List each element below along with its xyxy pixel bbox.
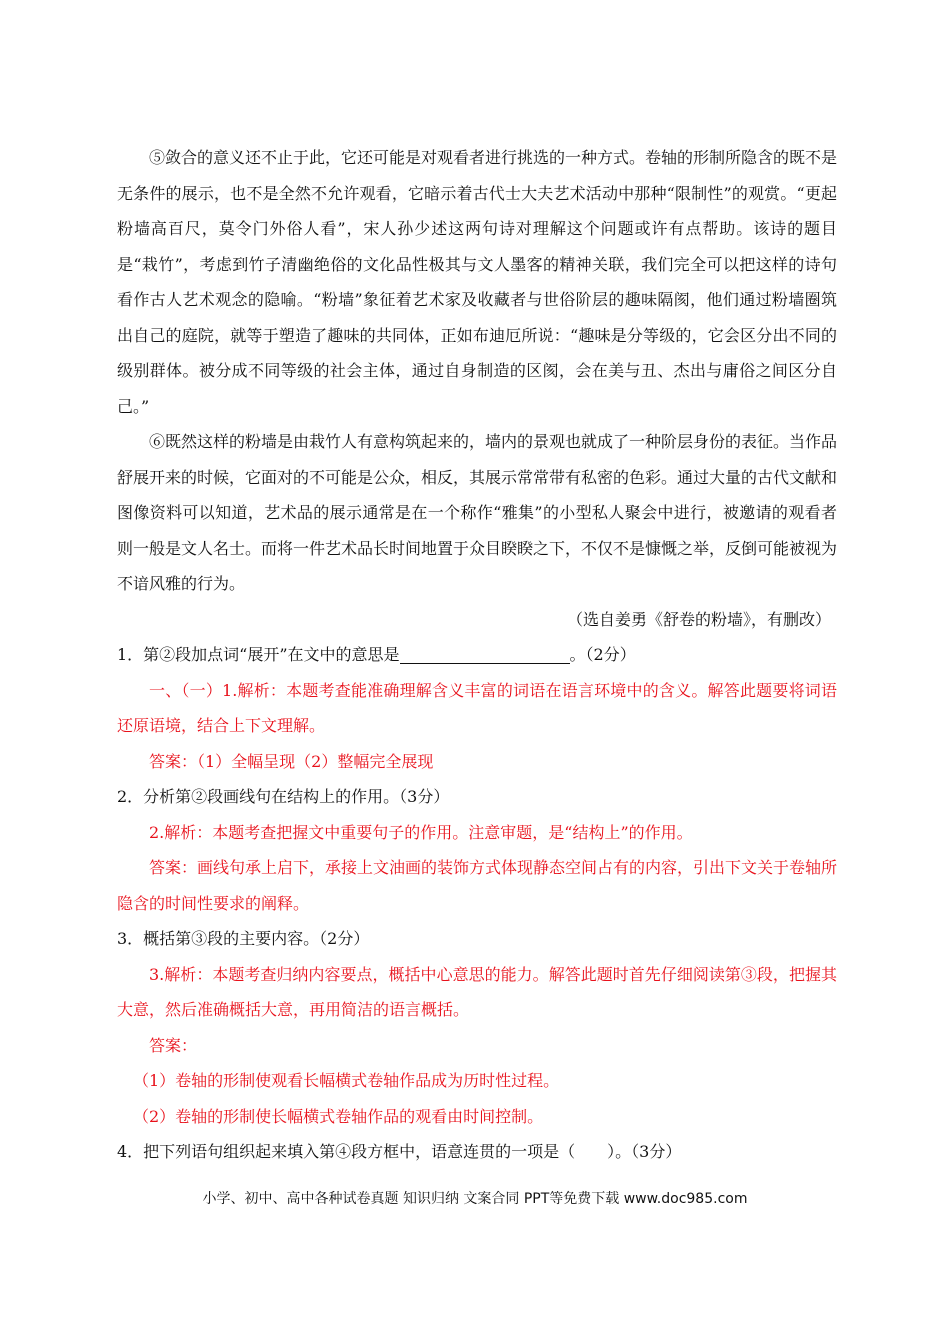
source-citation: （选自姜勇《舒卷的粉墙》，有删改） bbox=[566, 609, 831, 629]
question-3-analysis: 3.解析：本题考查归纳内容要点，概括中心意思的能力。解答此题时首先仔细阅读第③段，把握其大意，然后准确概括大意，再用简洁的语言概括。 bbox=[117, 964, 837, 1019]
question-3-answer-2: （2）卷轴的形制使长幅横式卷轴作品的观看由时间控制。 bbox=[133, 1106, 544, 1126]
question-2: 2．分析第②段画线句在结构上的作用。（3分） bbox=[117, 787, 450, 806]
paragraph-6: ⑥既然这样的粉墙是由栽竹人有意构筑起来的，墙内的景观也就成了一种阶层身份的表征。当作品舒展开来的时候，它面对的不可能是公众，相反，其展示常常带有私密的色彩。通过大量的古代文献和图像资料可以知道，艺术品的展示通常是在一个称作“雅集”的小型私人聚会中进行，被邀请的观看者则一般是文人名士。而将一件艺术品长时间地置于众目睽睽之下，不仅不是慷慨之举，反倒可能被视为不谙风雅的行为。 bbox=[117, 432, 838, 593]
question-1-suffix: 。（2分） bbox=[569, 645, 636, 664]
question-4: 4．把下列语句组织起来填入第④段方框中，语意连贯的一项是（ ）。（3分） bbox=[117, 1142, 682, 1161]
question-1-analysis: 一、（一）1.解析：本题考查能准确理解含义丰富的词语在语言环境中的含义。解答此题要将词语还原语境，结合上下文理解。 bbox=[117, 680, 837, 735]
answer-blank bbox=[400, 643, 570, 664]
question-1-prefix: 1．第②段加点词“展开”在文中的意思是 bbox=[117, 645, 400, 664]
document-content bbox=[117, 140, 837, 1170]
question-3-answer-1: （1）卷轴的形制使观看长幅横式卷轴作品成为历时性过程。 bbox=[133, 1071, 560, 1090]
question-1-answer: 答案：（1）全幅呈现（2）整幅完全展现 bbox=[149, 751, 434, 771]
question-3-answer-label: 答案： bbox=[149, 1035, 198, 1055]
question-3: 3．概括第③段的主要内容。（2分） bbox=[117, 929, 370, 948]
question-2-answer: 答案：画线句承上启下，承接上文油画的装饰方式体现静态空间占有的内容，引出下文关于卷轴所隐含的时间性要求的阐释。 bbox=[117, 858, 838, 913]
paragraph-5: ⑤敛合的意义还不止于此，它还可能是对观看者进行挑选的一种方式。卷轴的形制所隐含的既不是无条件的展示，也不是全然不允许观看，它暗示着古代士大夫艺术活动中那种“限制性”的观赏。“更起粉墙高百尺，莫令门外俗人看”，宋人孙少述这两句诗对理解这个问题或许有点帮助。该诗的题目是“栽竹”，考虑到竹子清幽绝俗的文化品性极其与文人墨客的精神关联，我们完全可以把这样的诗句看作古人艺术观念的隐喻。“粉墙”象征着艺术家及收藏者与世俗阶层的趣味隔阂，他们通过粉墙圈筑出自己的庭院，就等于塑造了趣味的共同体，正如布迪厄所说：“趣味是分等级的，它会区分出不同的级别群体。被分成不同等级的社会主体，通过自身制造的区阂，会在美与丑、杰出与庸俗之间区分自己。” bbox=[117, 148, 838, 416]
page-footer: 小学、初中、高中各种试卷真题 知识归纳 文案合同 PPT等免费下载 www.doc985.com bbox=[202, 1191, 748, 1207]
question-1 bbox=[117, 637, 837, 673]
question-2-analysis: 2.解析：本题考查把握文中重要句子的作用。注意审题，是“结构上”的作用。 bbox=[149, 822, 693, 842]
